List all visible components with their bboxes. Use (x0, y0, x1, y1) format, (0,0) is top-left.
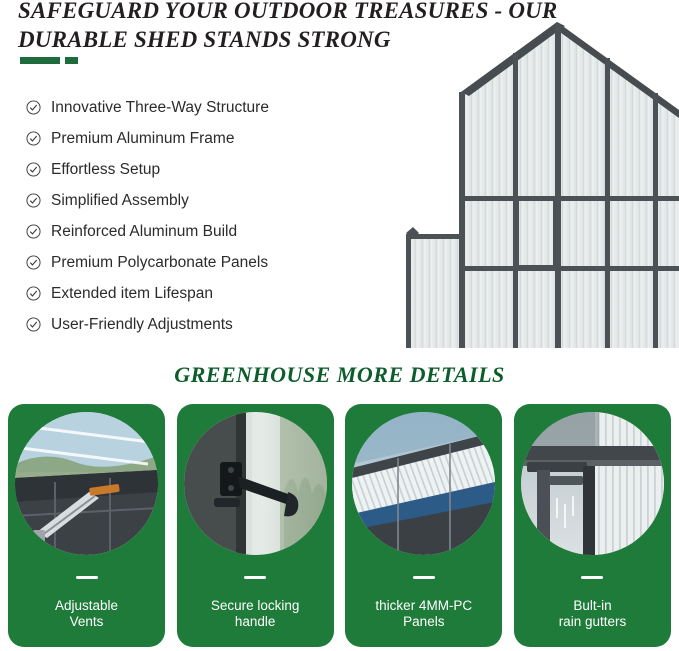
card-divider (413, 576, 435, 579)
check-circle-icon (26, 255, 41, 270)
card-divider (244, 576, 266, 579)
check-circle-icon (26, 224, 41, 239)
list-item-label: Innovative Three-Way Structure (51, 98, 269, 116)
list-item (26, 216, 356, 247)
check-circle-icon (26, 286, 41, 301)
details-card-row (0, 404, 679, 647)
check-circle-icon (26, 193, 41, 208)
card-divider (76, 576, 98, 579)
card-caption (14, 598, 159, 630)
list-item-label: Simplified Assembly (51, 191, 189, 209)
feature-list (26, 92, 356, 340)
details-section-title: GREENHOUSE MORE DETAILS (174, 362, 505, 387)
list-item (26, 185, 356, 216)
list-item-label: Premium Aluminum Frame (51, 129, 235, 147)
accent-rule (20, 57, 78, 64)
card-caption (183, 598, 328, 630)
accent-rule-long (20, 57, 60, 64)
card-caption-line1: thicker 4MM-PC (375, 598, 473, 613)
page-title: SAFEGUARD YOUR OUTDOOR TREASURES - OUR DURABLE SHED STANDS STRONG (18, 0, 558, 52)
card-caption-line2: Panels (403, 614, 445, 629)
list-item-label: Extended item Lifespan (51, 284, 213, 302)
card-caption (520, 598, 665, 630)
rain-gutter-photo (521, 412, 664, 555)
card-caption-line1: Secure locking (210, 598, 300, 613)
list-item (26, 123, 356, 154)
list-item-label: Premium Polycarbonate Panels (51, 253, 269, 271)
accent-rule-short (65, 57, 78, 64)
card-divider (581, 576, 603, 579)
card-caption-line2: rain gutters (558, 614, 627, 629)
list-item-label: User-Friendly Adjustments (51, 315, 233, 333)
list-item (26, 309, 356, 340)
list-item-label: Reinforced Aluminum Build (51, 222, 238, 240)
list-item (26, 154, 356, 185)
detail-card-polycarbonate-panels (345, 404, 502, 647)
detail-card-rain-gutters (514, 404, 671, 647)
card-caption-line2: Vents (69, 614, 104, 629)
locking-handle-photo (184, 412, 327, 555)
check-circle-icon (26, 100, 41, 115)
detail-card-adjustable-vents (8, 404, 165, 647)
list-item (26, 278, 356, 309)
card-caption-line2: handle (234, 614, 276, 629)
card-caption (351, 598, 496, 630)
detail-card-locking-handle (177, 404, 334, 647)
list-item (26, 92, 356, 123)
list-item-label: Effortless Setup (51, 160, 161, 178)
polycarbonate-panel-photo (352, 412, 495, 555)
card-caption-line1: Bult-in (573, 598, 612, 613)
check-circle-icon (26, 317, 41, 332)
check-circle-icon (26, 162, 41, 177)
check-circle-icon (26, 131, 41, 146)
list-item (26, 247, 356, 278)
adjustable-vent-photo (15, 412, 158, 555)
card-caption-line1: Adjustable (54, 598, 119, 613)
